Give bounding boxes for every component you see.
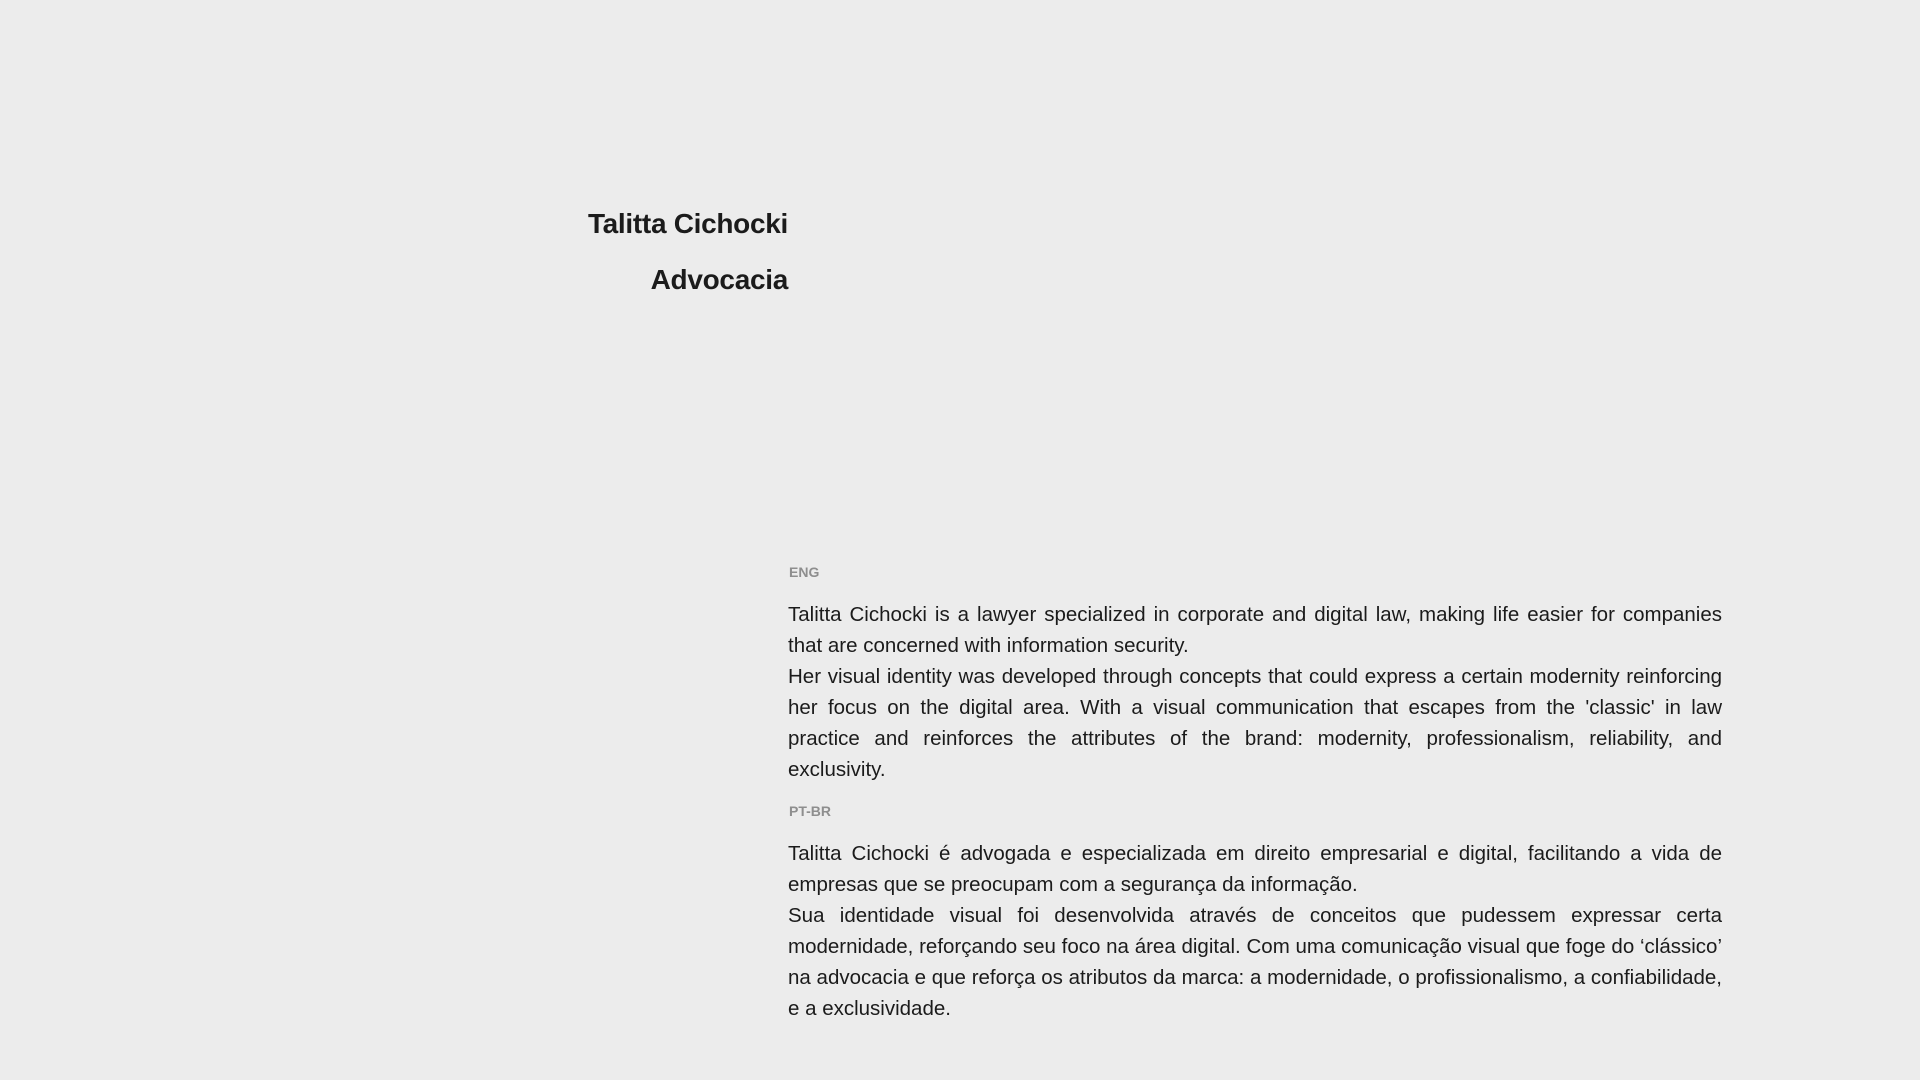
language-label-ptbr: PT-BR xyxy=(789,803,831,819)
title-line-name: Talitta Cichocki xyxy=(587,208,788,239)
title-line-subtitle: Advocacia xyxy=(650,264,788,295)
ptbr-paragraph-2: Sua identidade visual foi desenvolvida através de conceitos que pudessem expressar certa modernidade, reforçando seu foco na área digital. Com uma comunicação visual que foge do ‘clássico’ na advocacia e que reforça os atributos da marca: a modernidade, o profissionalismo, a confiabilidade, e a exclusividade. xyxy=(788,904,1722,1020)
language-label-eng: ENG xyxy=(789,564,820,580)
project-description xyxy=(788,560,1722,1024)
ptbr-paragraph-1: Talitta Cichocki é advogada e especializada em direito empresarial e digital, facilitando a vida de empresas que se preocupam com a segurança da informação. xyxy=(788,842,1722,896)
eng-paragraph-1: Talitta Cichocki is a lawyer specialized in corporate and digital law, making life easier for companies that are concerned with information security. xyxy=(788,603,1722,657)
eng-paragraph-2: Her visual identity was developed through concepts that could express a certain modernity reinforcing her focus on the digital area. With a visual communication that escapes from the 'classic' in law practice and reinforces the attributes of the brand: modernity, professionalism, reliability, and exclusivity. xyxy=(788,665,1722,781)
project-title xyxy=(520,196,788,308)
